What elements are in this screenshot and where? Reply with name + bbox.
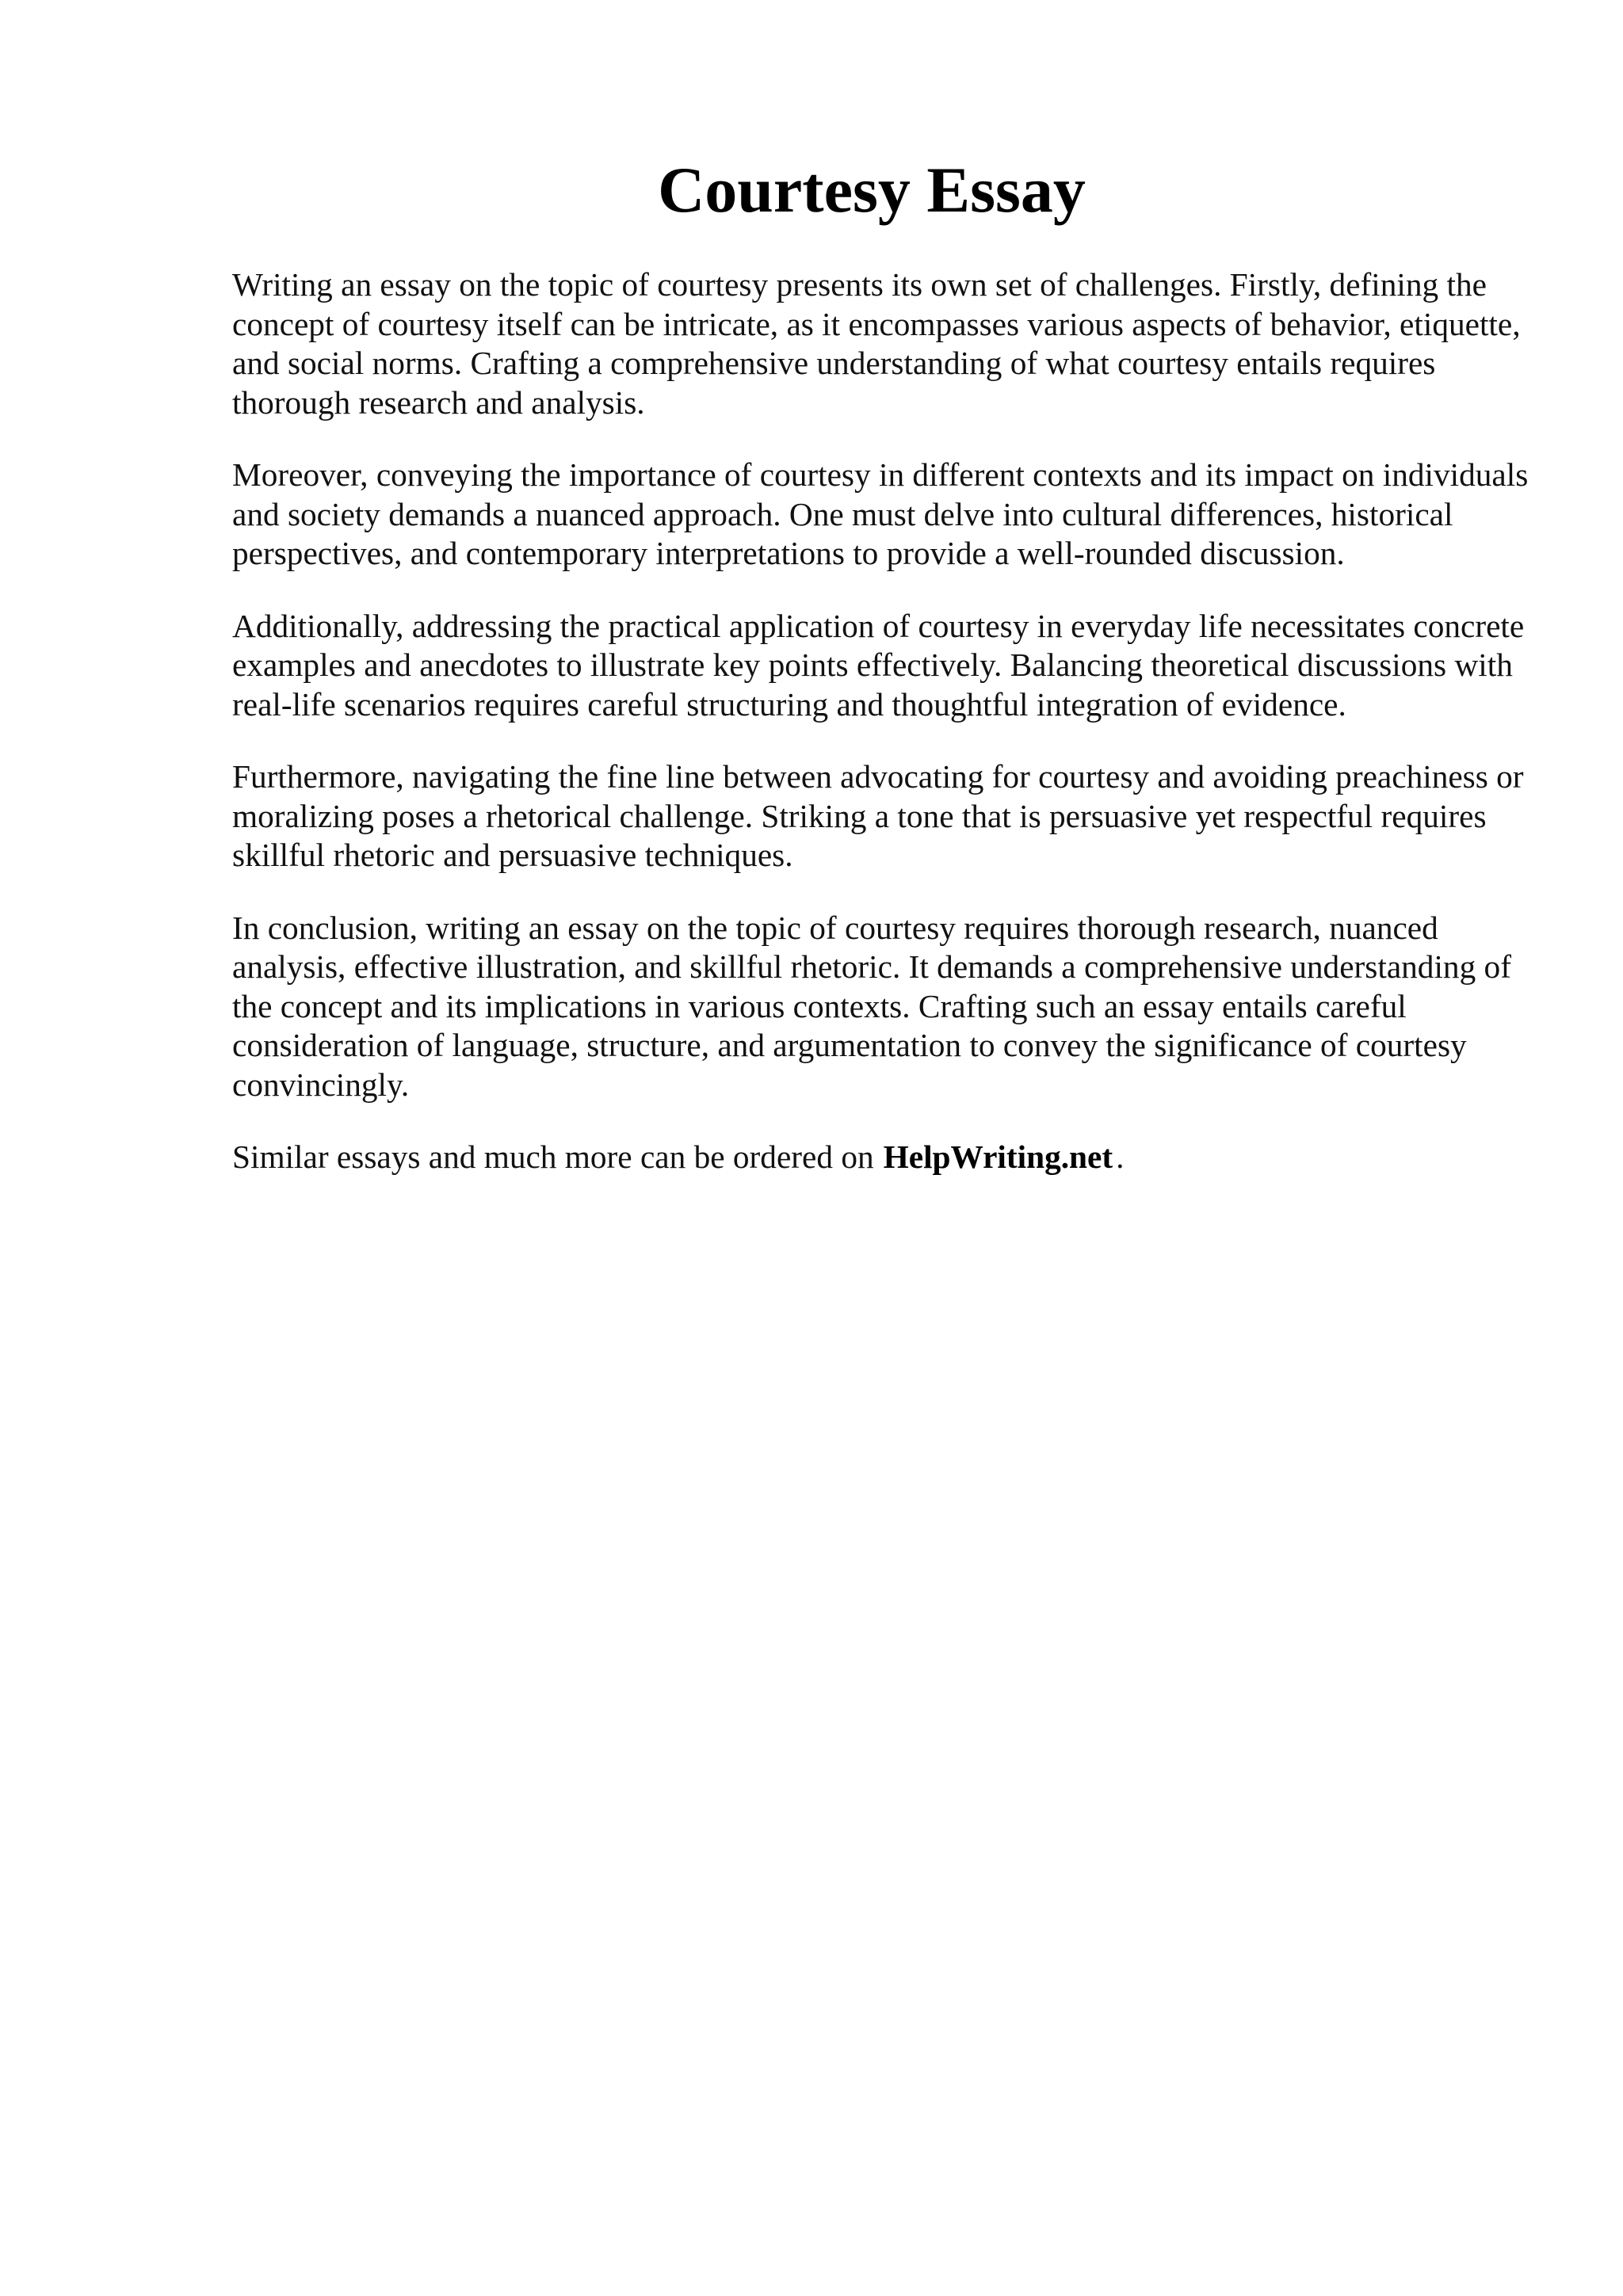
brand-name: HelpWriting.net: [883, 1138, 1113, 1175]
paragraph-3: Additionally, addressing the practical application of courtesy in everyday life necessitates concrete examples and anecdotes to illustrate key points effectively. Balancing theoretical discussions with real-life scenarios requires careful structuring and thoughtful integration of evidence.: [232, 607, 1525, 723]
paragraph-2: Moreover, conveying the importance of courtesy in different contexts and its impact on individuals and society demands a nuanced approach. One must delve into cultural differences, historical perspectives, and contemporary interpretations to provide a well-rounded discussion.: [232, 456, 1529, 571]
paragraph-5: In conclusion, writing an essay on the topic of courtesy requires thorough research, nuanced analysis, effective illustration, and skillful rhetoric. It demands a comprehensive understanding of the concept and its implications in various contexts. Crafting such an essay entails careful consideration of language, structure, and argumentation to convey the significance of courtesy convincingly.: [232, 909, 1511, 1103]
document-body: [232, 265, 1532, 1177]
paragraph-1: Writing an essay on the topic of courtesy presents its own set of challenges. Firstly, defining the concept of courtesy itself can be intricate, as it encompasses various aspects of behavior, etiquette, and social norms. Crafting a comprehensive understanding of what courtesy entails requires thorough research and analysis.: [232, 266, 1521, 421]
footer-punctuation: .: [1116, 1138, 1125, 1175]
footer-promo: [232, 1138, 1532, 1177]
paragraph-4: Furthermore, navigating the fine line between advocating for courtesy and avoiding preachiness or moralizing poses a rhetorical challenge. Striking a tone that is persuasive yet respectful requires skillful rhetoric and persuasive techniques.: [232, 758, 1524, 873]
footer-promo-text: Similar essays and much more can be ordered on: [232, 1138, 874, 1175]
document-title: Courtesy Essay: [658, 154, 1086, 226]
